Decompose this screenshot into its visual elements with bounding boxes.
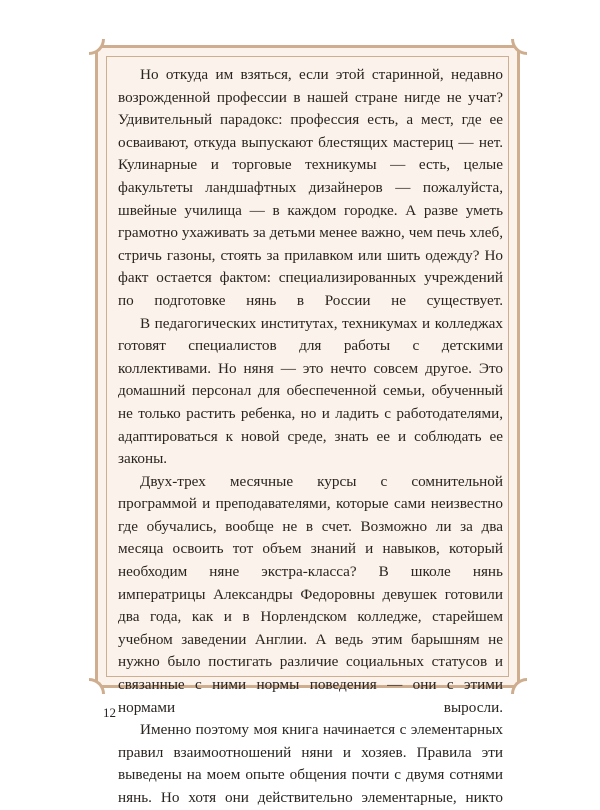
body-text <box>118 64 503 810</box>
paragraph: Двух-трех месячные курсы с сомнительной программой и преподавателями, которые сами неизвестно где обучались, вообще не в счет. Возможно ли за два месяца освоить тот объем знаний и навыков, который необходим няне экстра-класса? В школе нянь императрицы Александры Федоровны девушек готовили два года, как и в Норлендском колледже, старейшем учебном заведении Англии. А ведь этим барышням не нужно было постигать различие социальных статусов и связанные с ними нормы поведения — они с этими нормами выросли. <box>118 472 503 716</box>
page-number: 12 <box>103 705 116 720</box>
paragraph: Именно поэтому моя книга начинается с элементарных правил взаимоотношений няни и хозяев. Правила эти выведены на моем опыте общения почти с двумя сотнями нянь. Но хотя они действительно элементарные, никто <box>118 721 503 806</box>
paragraph: Но откуда им взяться, если этой старинной, недавно возрожденной профессии в нашей стране нигде не учат? Удивительный парадокс: профессия есть, а мест, где ее осваивают, откуда выпускают блестящих мастериц — нет. Кулинарные и торговые техникумы — есть, целые факультеты ландшафтных дизайнеров — пожалуйста, швейные училища — в каждом городке. А разве уметь грамотно ухаживать за детьми менее важно, чем печь хлеб, стричь газоны, стоять за прилавком или шить одежду? Но факт остается фактом: специализированных учреждений по подготовке нянь в России не существует. <box>118 66 503 309</box>
paragraph: В педагогических институтах, техникумах и колледжах готовят специалистов для работы с детскими коллективами. Но няня — это нечто совсем другое. Это домашний персонал для обеспеченной семьи, обученный не только растить ребенка, но и ладить с работодателями, адаптироваться к новой среде, знать ее и соблюдать ее законы. <box>118 314 503 468</box>
